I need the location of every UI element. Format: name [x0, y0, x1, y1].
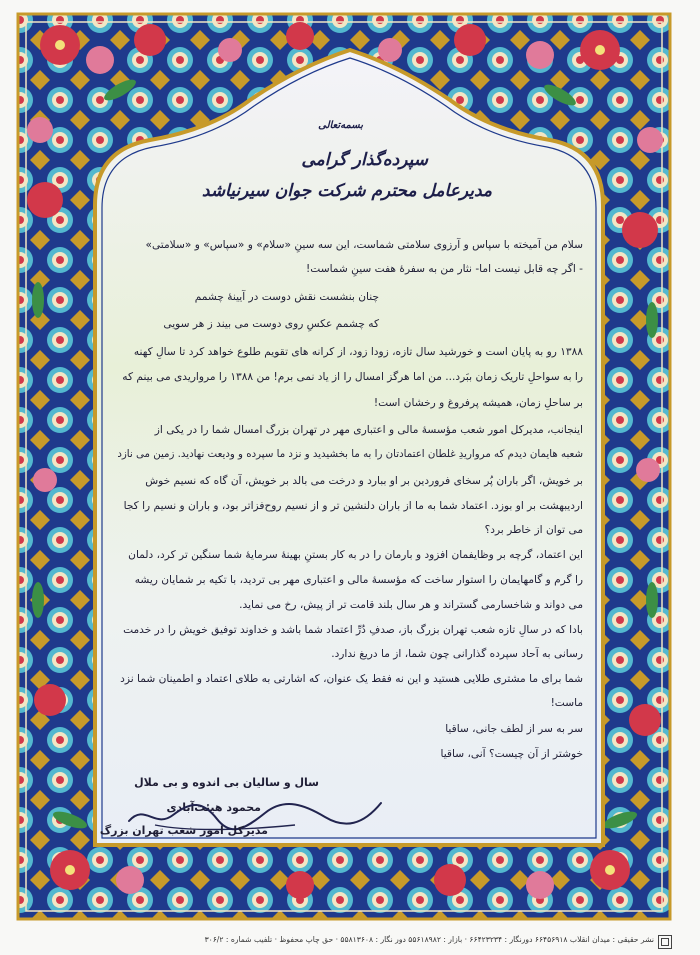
closing-line: سال و سالیان بی اندوه و بی ملال	[134, 776, 319, 789]
salutation: سپرده‌گذار گرامی	[301, 150, 428, 170]
letter-line: می دواند و شاخسارمی گستراند و هر سال بلند قامت تر از پیش، رخ می نماید.	[239, 599, 583, 611]
letter-line: رسانی به آحاد سپرده گذارانی چون شما، از ما دریغ ندارد.	[331, 648, 583, 660]
letter-line: - اگر چه قابل نیست اما- نثار من به سفرهٔ هفت سینِ شماست!	[306, 263, 583, 275]
letter-line: اردیبهشت بر او بوزد. اعتماد شما به ما از باران دلنشین تر و از نسیم روح‌فزاتر بود، و باران و نسیم را کجا	[123, 500, 583, 512]
letter-line: ماست!	[550, 697, 583, 709]
letter-line: بر خویش، اگر باران پُر سخای فروردین بر او ببارد و درخت می بالد بر خویش، آن گاه که نسیم خوش	[145, 475, 583, 487]
letter-line: این اعتماد، گرچه بر وظایفمان افزود و بارمان را در به کار بستنِ بهینهٔ سرمایهٔ شما سنگین تر کرد، دلمان	[128, 549, 583, 561]
letter-line: بر ساحلِ زمان، همیشه پرفروغ و رخشان است!	[373, 397, 583, 409]
signer-name: محمود هیئت‌آبادی	[166, 801, 261, 814]
verse-line: خوشتر از آن چیست؟ آنی، ساقیا	[440, 748, 583, 760]
verse-line: چنان بنشست نقش دوست در آیینهٔ چشمم	[194, 291, 379, 303]
footer-text: نشر حقیقی : میدان انقلاب ۶۶۴۵۶۹۱۸ دورنگار : ۶۶۴۲۳۲۳۴ · بازار : ۵۵۶۱۸۹۸۲ دور نگار : ۵۵۸۱۳۶۰۸ · حق چاپ محفوظ · تلفیب شماره : ۳۰۶/۲	[204, 935, 654, 944]
letter-line: می توان از خاطر برد؟	[484, 524, 583, 536]
publisher-logo-icon	[658, 935, 672, 949]
invocation: بسمه‌تعالی	[318, 120, 363, 131]
footer	[40, 935, 682, 949]
letter-line: شعبه هایمان دیدم که مرواریدِ غلطان اعتمادتان را به ما بخشیدید و نزد ما سپرده و ودیعت نهادید. زمین می نازد	[117, 449, 583, 460]
letter-line: شما برای ما مشتری طلایی هستید و این نه فقط یک عنوان، که اشارتی به طلای اعتماد و اطمینان شما نزد	[120, 673, 583, 685]
verse-line: سر به سر از لطف جانی، ساقیا	[445, 723, 583, 735]
letter-line: بادا که در سالِ تازه شعب تهران بزرگ باز، صدفِ دُرِّ اعتماد شما باشد و خداوند توفیق خویش را در خدمت	[123, 624, 583, 636]
letter-line: ۱۳۸۸ رو به پایان است و خورشید سال تازه، زودا زود، از کرانه های تقویم طلوع خواهد کرد تا سالِ کهنه	[133, 346, 583, 358]
letter-line: سلام من آمیخته با سپاس و آرزوی سلامتی شماست، این سه سینِ «سلام» و «سپاس» و «سلامتی»	[145, 239, 583, 251]
letter-line: اینجانب، مدیرکل امور شعب مؤسسهٔ مالی و اعتباری مهر در تهران بزرگ امسال شما را در یکی از	[154, 424, 583, 436]
letter-line: را گرم و گامهایمان را استوار ساخت که مؤسسهٔ مالی و اعتباری مهر بی تردید، با تکیه بر شمایان ریشه	[134, 574, 583, 586]
addressee: مدیرعامل محترم شرکت جوان سیرنیاشد	[201, 181, 492, 201]
verse-line: که چشمم عکسِ روی دوست می بیند ز هر سویی	[163, 318, 379, 330]
letter-line: را به سواحلِ تاریک زمان ببَرد... من اما هرگز امسال را از یاد نمی برم! من ۱۳۸۸ را مرواریدی می بینم که	[122, 371, 583, 383]
signer-title: مدیرکل امور شعب تهران بزرگ	[99, 824, 268, 837]
